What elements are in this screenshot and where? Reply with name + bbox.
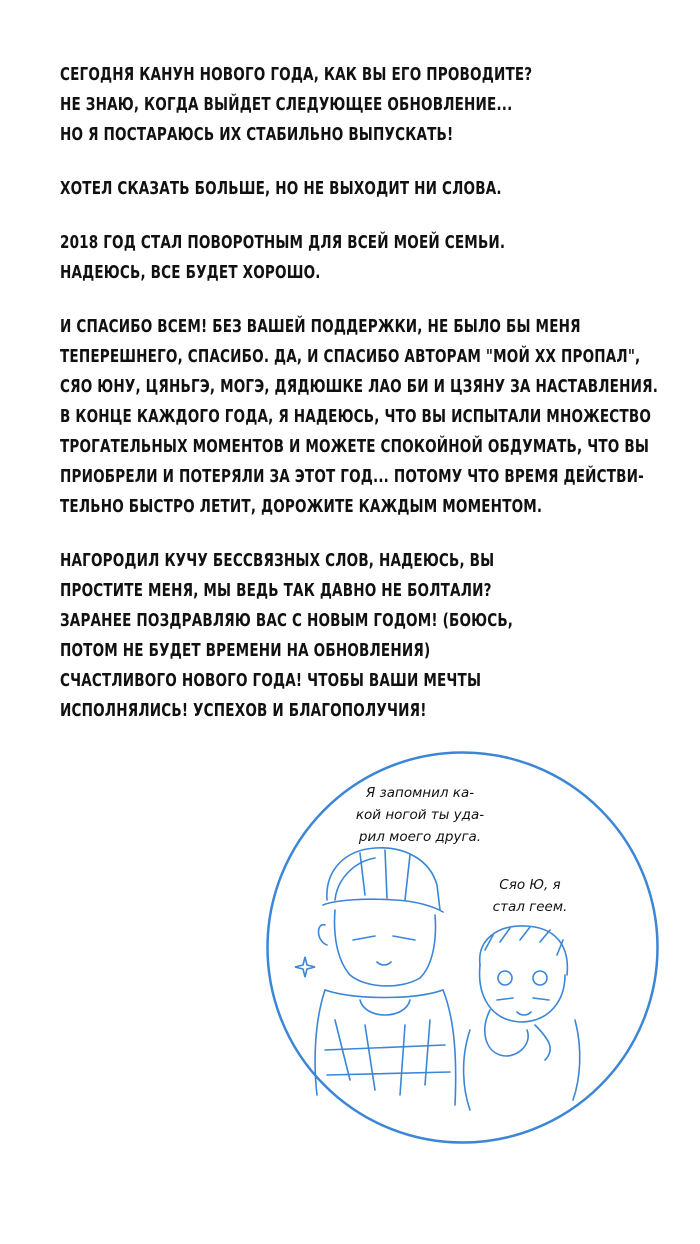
letter-line: ИСПОЛНЯЛИСЬ! УСПЕХОВ И БЛАГОПОЛУЧИЯ!	[60, 701, 427, 721]
speech-line: кой ногой ты уда-	[355, 807, 485, 823]
speech-text-left	[340, 782, 500, 848]
letter-line: И СПАСИБО ВСЕМ! БЕЗ ВАШЕЙ ПОДДЕРЖКИ, НЕ БЫЛО БЫ МЕНЯ	[60, 317, 581, 337]
letter-line: ПРИОБРЕЛИ И ПОТЕРЯЛИ ЗА ЭТОТ ГОД... ПОТОМУ ЧТО ВРЕМЯ ДЕЙСТВИ-	[60, 467, 644, 487]
letter-paragraph	[60, 174, 660, 204]
letter-line: ТРОГАТЕЛЬНЫХ МОМЕНТОВ И МОЖЕТЕ СПОКОЙНОЙ ОБДУМАТЬ, ЧТО ВЫ	[60, 437, 650, 457]
letter-paragraph	[60, 60, 660, 150]
letter-line: СЧАСТЛИВОГО НОВОГО ГОДА! ЧТОБЫ ВАШИ МЕЧТЫ	[60, 671, 482, 691]
letter-line: НАГОРОДИЛ КУЧУ БЕССВЯЗНЫХ СЛОВ, НАДЕЮСЬ, ВЫ	[60, 551, 495, 571]
letter-line: ХОТЕЛ СКАЗАТЬ БОЛЬШЕ, НО НЕ ВЫХОДИТ НИ СЛОВА.	[60, 179, 502, 199]
letter-line: 2018 ГОД СТАЛ ПОВОРОТНЫМ ДЛЯ ВСЕЙ МОЕЙ СЕМЬИ.	[60, 233, 506, 253]
speech-text-right	[480, 874, 580, 918]
letter-line: НАДЕЮСЬ, ВСЕ БУДЕТ ХОРОШО.	[60, 263, 321, 283]
speech-line: стал геем.	[492, 899, 568, 915]
speech-line: Я запомнил ка-	[365, 785, 475, 801]
letter-paragraph	[60, 228, 660, 288]
letter-paragraph	[60, 312, 660, 522]
author-letter	[60, 60, 660, 750]
letter-line: СЕГОДНЯ КАНУН НОВОГО ГОДА, КАК ВЫ ЕГО ПРОВОДИТЕ?	[60, 65, 533, 85]
letter-line: ТЕПЕРЕШНЕГО, СПАСИБО. ДА, И СПАСИБО АВТОРАМ "МОЙ ХХ ПРОПАЛ",	[60, 347, 641, 367]
letter-line: ЗАРАНЕЕ ПОЗДРАВЛЯЮ ВАС С НОВЫМ ГОДОМ! (БОЮСЬ,	[60, 611, 514, 631]
letter-line: ПРОСТИТЕ МЕНЯ, МЫ ВЕДЬ ТАК ДАВНО НЕ БОЛТАЛИ?	[60, 581, 492, 601]
speech-line: рил моего друга.	[358, 829, 482, 845]
letter-line: СЯО ЮНУ, ЦЯНЬГЭ, МОГЭ, ДЯДЮШКЕ ЛАО БИ И ЦЗЯНУ ЗА НАСТАВЛЕНИЯ.	[60, 377, 659, 397]
letter-line: ТЕЛЬНО БЫСТРО ЛЕТИТ, ДОРОЖИТЕ КАЖДЫМ МОМЕНТОМ.	[60, 497, 543, 517]
letter-line: В КОНЦЕ КАЖДОГО ГОДА, Я НАДЕЮСЬ, ЧТО ВЫ ИСПЫТАЛИ МНОЖЕСТВО	[60, 407, 652, 427]
letter-line: НЕ ЗНАЮ, КОГДА ВЫЙДЕТ СЛЕДУЮЩЕЕ ОБНОВЛЕНИЕ...	[60, 95, 513, 115]
letter-line: ПОТОМ НЕ БУДЕТ ВРЕМЕНИ НА ОБНОВЛЕНИЯ)	[60, 641, 431, 661]
speech-line: Сяо Ю, я	[499, 877, 561, 893]
letter-paragraph	[60, 546, 660, 726]
letter-line: НО Я ПОСТАРАЮСЬ ИХ СТАБИЛЬНО ВЫПУСКАТЬ!	[60, 125, 454, 145]
